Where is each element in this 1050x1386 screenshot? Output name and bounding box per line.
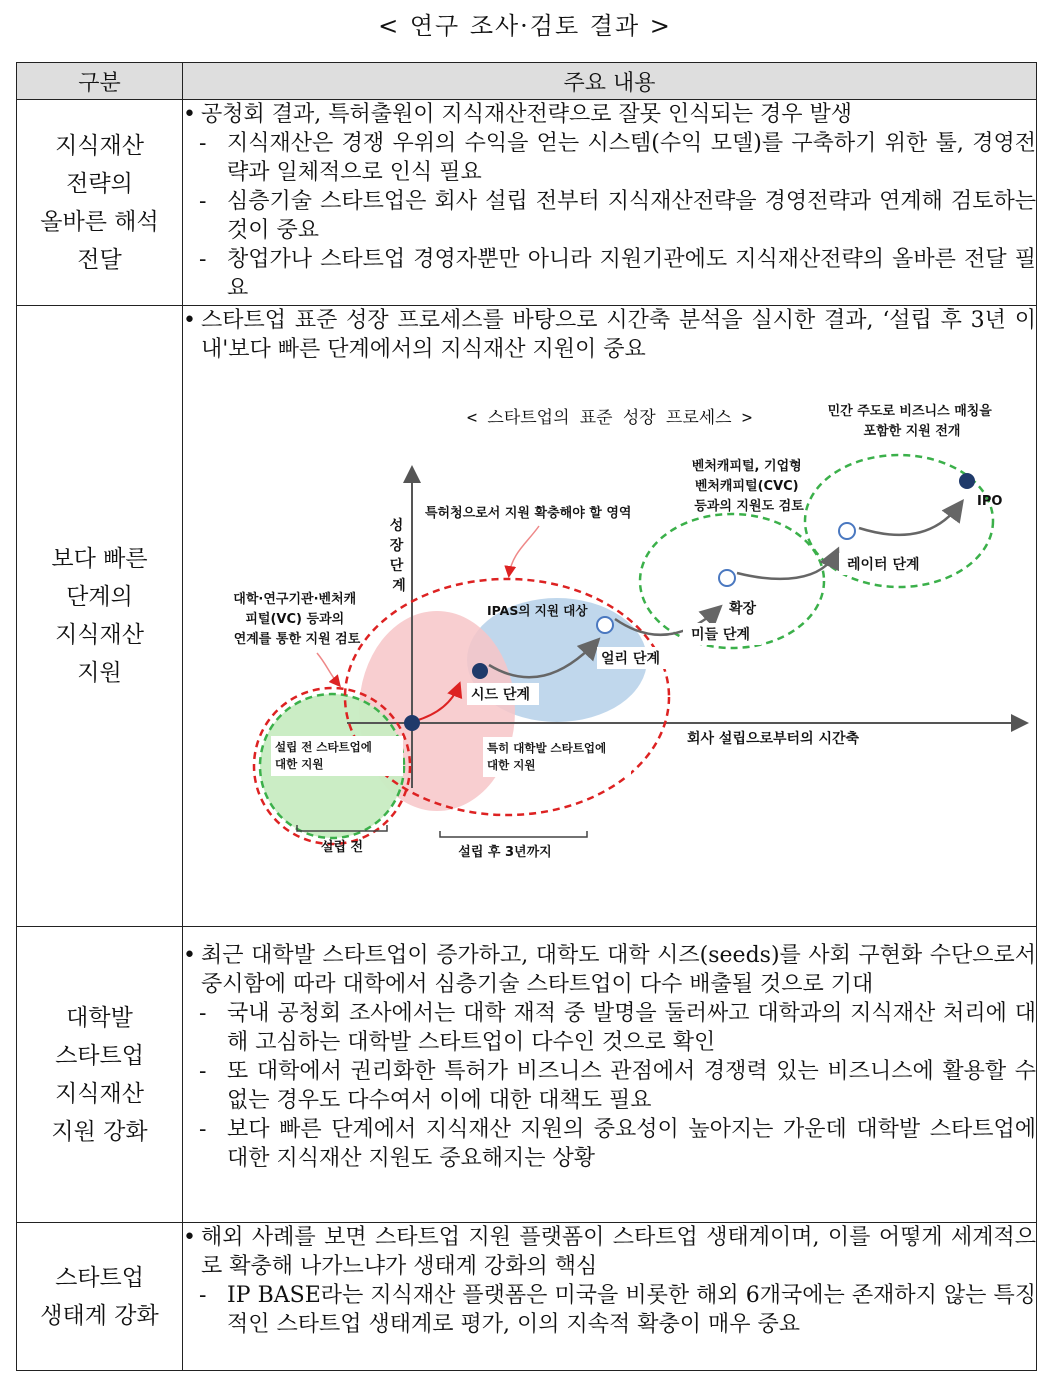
expansion-stage-dot bbox=[719, 570, 735, 586]
origin-dot bbox=[404, 715, 420, 731]
label-line: 지식재산 bbox=[55, 1080, 144, 1107]
collab-pointer bbox=[317, 653, 339, 685]
sub-item bbox=[183, 245, 1036, 303]
row-content bbox=[183, 927, 1037, 1223]
sub-item bbox=[183, 1115, 1036, 1173]
y-axis-label: 성 장 단 계 bbox=[389, 518, 406, 594]
header-category: 구분 bbox=[17, 63, 183, 100]
sub-item bbox=[183, 1057, 1036, 1115]
row-content bbox=[183, 100, 1037, 306]
sub-text: 지식재산은 경쟁 우위의 수익을 얻는 시스템(수익 모델)를 구축하기 위한 툴, 경영전략과 일체적으로 인식 필요 bbox=[227, 131, 1036, 185]
sub-item bbox=[183, 129, 1036, 187]
label-line: 전략의 bbox=[66, 170, 133, 197]
bullet-text: 최근 대학발 스타트업이 증가하고, 대학도 대학 시즈(seeds)를 사회 구현화 수단으로서 중시함에 따라 대학에서 심층기술 스타트업이 다수 배출될 것으로 기대 bbox=[201, 943, 1036, 997]
header-content: 주요 내용 bbox=[183, 63, 1037, 100]
label-line: 지식재산 bbox=[55, 132, 144, 159]
results-table bbox=[16, 62, 1037, 1371]
dash-marker: - bbox=[199, 1059, 207, 1084]
dash-marker: - bbox=[199, 1117, 207, 1142]
label-line: 지원 강화 bbox=[51, 1118, 148, 1145]
label-line: 지원 bbox=[77, 660, 122, 686]
label-line: 전달 bbox=[77, 246, 122, 273]
dash-marker: - bbox=[199, 1283, 207, 1308]
label-line: 올바른 해석 bbox=[40, 208, 159, 235]
sub-text: 보다 빠른 단계에서 지식재산 지원의 중요성이 높아지는 가운데 대학발 스타트업에 대한 지식재산 지원도 중요해지는 상황 bbox=[227, 1117, 1036, 1171]
university-label: 특히 대학발 스타트업에 대한 지원 bbox=[487, 741, 607, 772]
ipas-label: IPAS의 지원 대상 bbox=[487, 603, 588, 618]
table-row bbox=[17, 1223, 1037, 1371]
bracket-post-founding-label: 설립 후 3년까지 bbox=[458, 845, 552, 860]
sub-text: 국내 공청회 조사에서는 대학 재적 중 발명을 둘러싸고 대학과의 지식재산 처리에 대해 고심하는 대학발 스타트업이 다수인 것으로 확인 bbox=[227, 1001, 1036, 1055]
bullet-item bbox=[183, 941, 1036, 999]
document-title: < 연구 조사·검토 결과 > bbox=[378, 12, 672, 40]
growth-arrow-later-ipo bbox=[859, 503, 961, 535]
bullet-text: 스타트업 표준 성장 프로세스를 바탕으로 시간축 분석을 실시한 결과, ‘설립 후 3년 이내'보다 빠른 단계에서의 지식재산 지원이 중요 bbox=[201, 308, 1036, 362]
bullet-marker: • bbox=[183, 943, 196, 968]
kipo-pointer bbox=[509, 526, 539, 575]
bullet-marker: • bbox=[183, 1225, 196, 1250]
row-label bbox=[17, 927, 183, 1223]
row-label bbox=[17, 100, 183, 306]
table-row bbox=[17, 927, 1037, 1223]
row-content bbox=[183, 306, 1037, 927]
dash-marker: - bbox=[199, 189, 207, 214]
vc-note: 벤처캐피털, 기업형 벤처캐피털(CVC) 등과의 지원도 검토 bbox=[691, 459, 804, 514]
figure-title: < 스타트업의 표준 성장 프로세스 > bbox=[466, 408, 753, 428]
bullet-item bbox=[183, 1223, 1036, 1281]
bracket-pre-founding-label: 설립 전 bbox=[320, 840, 364, 855]
label-line: 생태계 강화 bbox=[40, 1302, 159, 1329]
ipo-label: IPO bbox=[977, 494, 1003, 509]
expansion-label: 확장 bbox=[729, 601, 757, 617]
bullet-text: 공청회 결과, 특허출원이 지식재산전략으로 잘못 인식되는 경우 발생 bbox=[201, 102, 853, 127]
dash-marker: - bbox=[199, 1001, 207, 1026]
label-line: 보다 빠른 bbox=[51, 546, 148, 572]
bullet-item bbox=[183, 100, 1036, 129]
row-label bbox=[17, 306, 183, 927]
label-line: 지식재산 bbox=[55, 622, 144, 648]
sub-item bbox=[183, 999, 1036, 1057]
early-label: 얼리 단계 bbox=[601, 651, 660, 667]
x-axis-label: 회사 설립으로부터의 시간축 bbox=[687, 731, 860, 747]
sub-text: 창업가나 스타트업 경영자뿐만 아니라 지원기관에도 지식재산전략의 올바른 전달 필요 bbox=[227, 247, 1036, 301]
early-stage-dot bbox=[597, 617, 613, 633]
label-line: 스타트업 bbox=[55, 1264, 144, 1291]
sub-text: IP BASE라는 지식재산 플랫폼은 미국을 비롯한 해외 6개국에는 존재하지 않는 특징적인 스타트업 생태계로 평가, 이의 지속적 확충이 매우 중요 bbox=[227, 1283, 1036, 1337]
dash-marker: - bbox=[199, 247, 207, 272]
row-label bbox=[17, 1223, 183, 1371]
seed-stage-dot bbox=[472, 663, 488, 679]
bullet-marker: • bbox=[183, 102, 196, 127]
kipo-area-note: 특허청으로서 지원 확충해야 할 영역 bbox=[425, 506, 632, 521]
bullet-text: 해외 사례를 보면 스타트업 지원 플랫폼이 스타트업 생태계이며, 이를 어떻게 세계적으로 확충해 나가느냐가 생태계 강화의 핵심 bbox=[201, 1225, 1036, 1279]
ipo-dot bbox=[959, 473, 975, 489]
bullet-marker: • bbox=[183, 308, 196, 333]
bracket-post-founding bbox=[440, 831, 587, 837]
table-row bbox=[17, 306, 1037, 927]
row-content bbox=[183, 1223, 1037, 1371]
sub-item bbox=[183, 1281, 1036, 1339]
seed-label: 시드 단계 bbox=[471, 687, 530, 703]
label-line: 대학발 bbox=[66, 1004, 133, 1031]
later-stage-dot bbox=[839, 523, 855, 539]
bullet-item bbox=[183, 306, 1036, 364]
table-row bbox=[17, 100, 1037, 306]
collab-note: 대학·연구기관·벤처캐 피털(VC) 등과의 연계를 통한 지원 검토 bbox=[233, 592, 361, 647]
sub-text: 심층기술 스타트업은 회사 설립 전부터 지식재산전략을 경영전략과 연계해 검토하는 것이 중요 bbox=[227, 189, 1036, 243]
table-header-row bbox=[17, 63, 1037, 100]
dash-marker: - bbox=[199, 131, 207, 156]
label-line: 단계의 bbox=[66, 584, 133, 610]
sub-text: 또 대학에서 권리화한 특허가 비즈니스 관점에서 경쟁력 있는 비즈니스에 활용할 수 없는 경우도 다수여서 이에 대한 대책도 필요 bbox=[227, 1059, 1036, 1113]
middle-label: 미들 단계 bbox=[691, 627, 750, 643]
label-line: 스타트업 bbox=[55, 1042, 144, 1069]
sub-item bbox=[183, 187, 1036, 245]
later-label: 레이터 단계 bbox=[847, 557, 920, 573]
private-note: 민간 주도로 비즈니스 매칭을 포함한 지원 전개 bbox=[827, 404, 992, 439]
pre-founding-label: 설립 전 스타트업에 대한 지원 bbox=[275, 740, 372, 771]
